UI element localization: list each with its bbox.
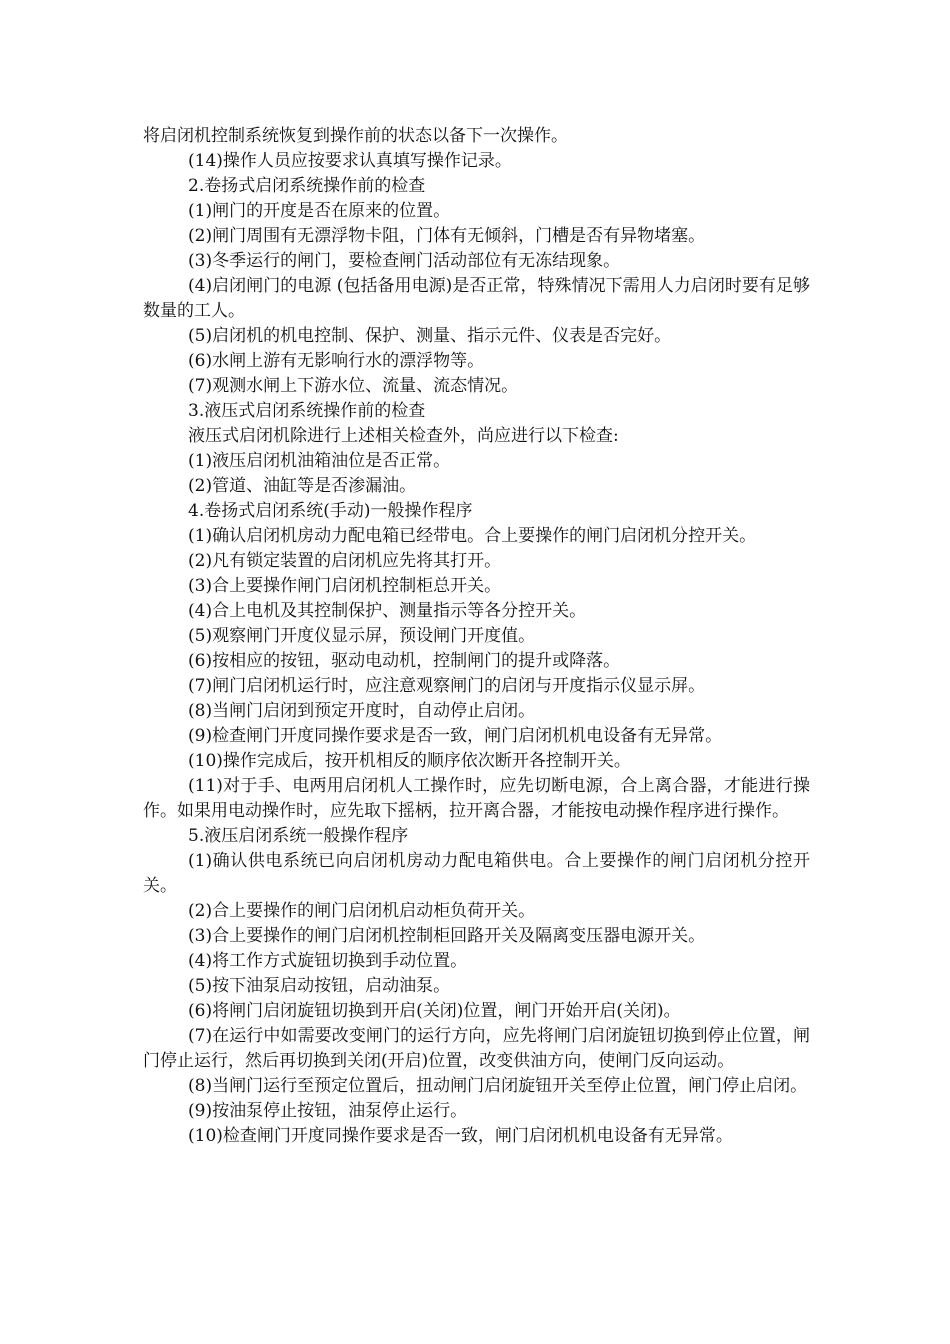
paragraph: (8)当闸门启闭到预定开度时，自动停止启闭。: [188, 701, 536, 721]
paragraph: (10)操作完成后，按开机相反的顺序依次断开各控制开关。: [188, 751, 631, 771]
paragraph: (7)闸门启闭机运行时，应注意观察闸门的启闭与开度指示仪显示屏。: [188, 676, 706, 696]
paragraph: (7)在运行中如需要改变闸门的运行方向，应先将闸门启闭旋钮切换到停止位置，闸门停止运行，然后再切换到关闭(开启)位置，改变供油方向，使闸门反向运动。: [143, 1026, 810, 1071]
paragraph: (14)操作人员应按要求认真填写操作记录。: [188, 151, 512, 171]
paragraph: (3)合上要操作闸门启闭机控制柜总开关。: [188, 576, 502, 596]
paragraph: (1)闸门的开度是否在原来的位置。: [188, 201, 451, 221]
paragraph: (5)启闭机的机电控制、保护、测量、指示元件、仪表是否完好。: [188, 326, 672, 346]
paragraph: (5)按下油泵启动按钮，启动油泵。: [188, 976, 451, 996]
paragraph: (4)将工作方式旋钮切换到手动位置。: [188, 951, 468, 971]
paragraph: 5.液压启闭系统一般操作程序: [188, 826, 409, 846]
paragraph: (6)水闸上游有无影响行水的漂浮物等。: [188, 351, 485, 371]
paragraph: (6)将闸门启闭旋钮切换到开启(关闭)位置，闸门开始开启(关闭)。: [188, 1001, 681, 1021]
paragraph: (6)按相应的按钮，驱动电动机，控制闸门的提升或降落。: [188, 651, 621, 671]
paragraph: (9)检查闸门开度同操作要求是否一致，闸门启闭机机电设备有无异常。: [188, 726, 723, 746]
paragraph: (3)冬季运行的闸门，要检查闸门活动部位有无冻结现象。: [188, 251, 621, 271]
paragraph: (2)管道、油缸等是否渗漏油。: [188, 476, 417, 496]
paragraph: (5)观察闸门开度仪显示屏，预设闸门开度值。: [188, 626, 536, 646]
paragraph: (2)凡有锁定装置的启闭机应先将其打开。: [188, 551, 502, 571]
paragraph: (2)闸门周围有无漂浮物卡阻，门体有无倾斜，门槽是否有异物堵塞。: [188, 226, 706, 246]
paragraph: (4)启闭闸门的电源 (包括备用电源)是否正常，特殊情况下需用人力启闭时要有足够数量的工人。: [143, 276, 810, 321]
paragraph: (11)对于手、电两用启闭机人工操作时，应先切断电源，合上离合器，才能进行操作。如果用电动操作时，应先取下摇柄，拉开离合器，才能按电动操作程序进行操作。: [143, 776, 810, 821]
paragraph: (1)液压启闭机油箱油位是否正常。: [188, 451, 451, 471]
paragraph: (9)按油泵停止按钮，油泵停止运行。: [188, 1101, 468, 1121]
document-body: [143, 124, 810, 1149]
paragraph: (7)观测水闸上下游水位、流量、流态情况。: [188, 376, 519, 396]
paragraph: 4.卷扬式启闭系统(手动)一般操作程序: [188, 501, 473, 521]
paragraph: 将启闭机控制系统恢复到操作前的状态以备下一次操作。: [143, 126, 568, 146]
paragraph: (8)当闸门运行至预定位置后，扭动闸门启闭旋钮开关至停止位置，闸门停止启闭。: [188, 1076, 808, 1096]
paragraph: (1)确认启闭机房动力配电箱已经带电。合上要操作的闸门启闭机分控开关。: [188, 526, 757, 546]
paragraph: 3.液压式启闭系统操作前的检查: [188, 401, 426, 421]
paragraph: (1)确认供电系统已向启闭机房动力配电箱供电。合上要操作的闸门启闭机分控开关。: [143, 851, 810, 896]
paragraph: 2.卷扬式启闭系统操作前的检查: [188, 176, 426, 196]
paragraph: (4)合上电机及其控制保护、测量指示等各分控开关。: [188, 601, 587, 621]
paragraph: 液压式启闭机除进行上述相关检查外，尚应进行以下检查:: [188, 426, 619, 446]
paragraph: (10)检查闸门开度同操作要求是否一致，闸门启闭机机电设备有无异常。: [188, 1126, 733, 1146]
paragraph: (3)合上要操作的闸门启闭机控制柜回路开关及隔离变压器电源开关。: [188, 926, 706, 946]
paragraph: (2)合上要操作的闸门启闭机启动柜负荷开关。: [188, 901, 536, 921]
